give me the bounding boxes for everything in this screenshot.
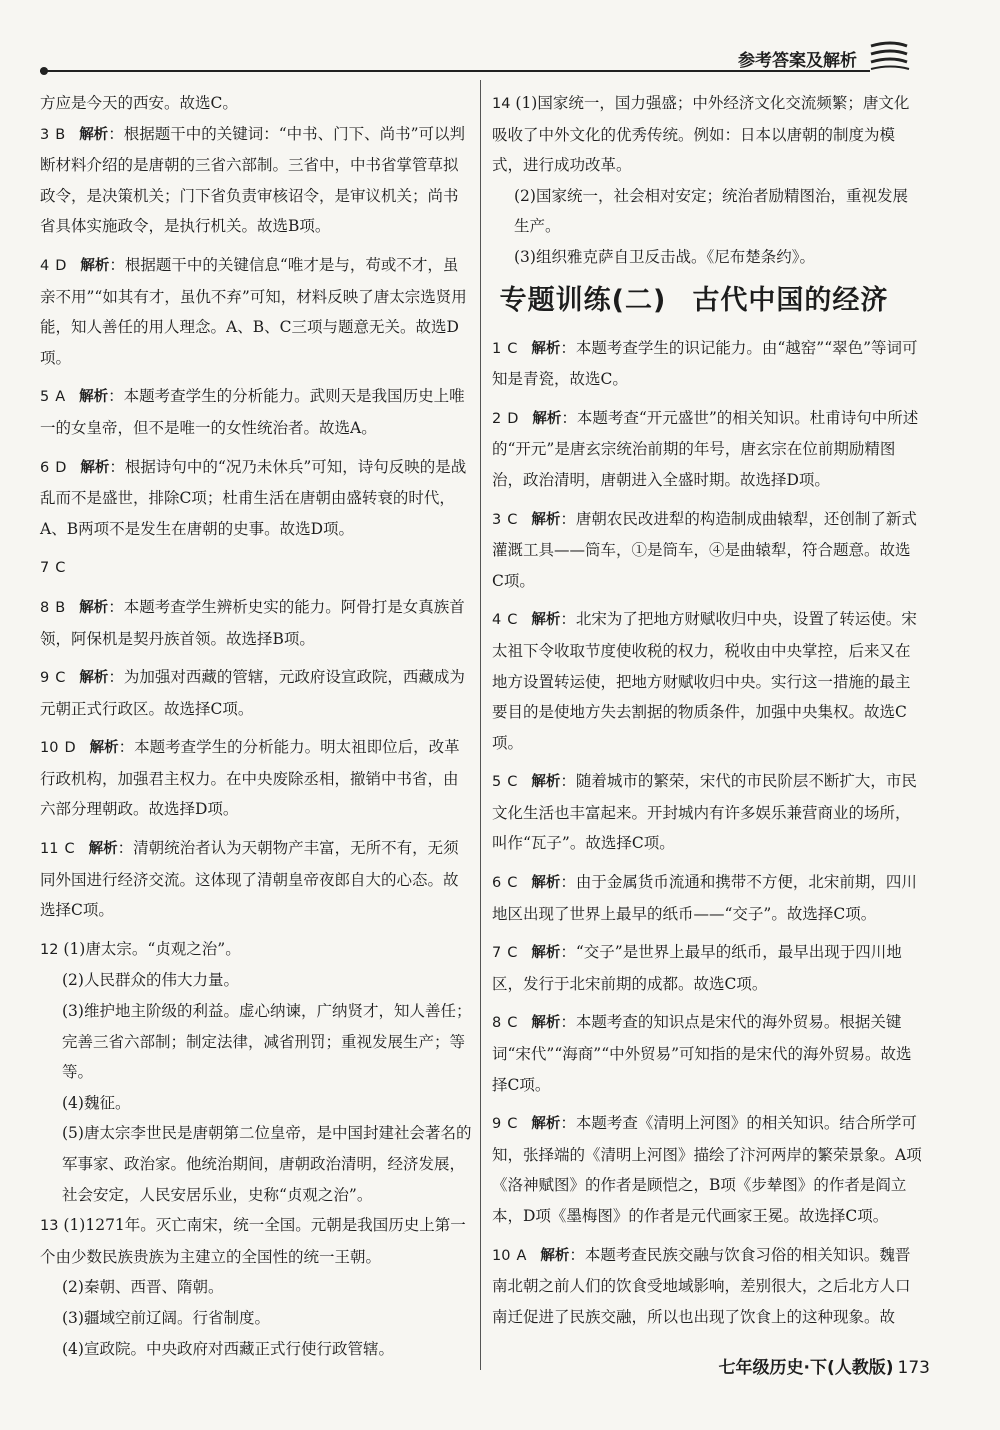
answer-number: 6 xyxy=(40,459,50,476)
analysis-text: ：本题考查民族交融与饮食习俗的相关知识。魏晋南北朝之前人们的饮食受地域影响，差别很大，之后北方人口南迁促进了民族交融，所以也出现了饮食上的这种现象。故 xyxy=(492,1245,911,1326)
analysis-label: 解析 xyxy=(532,410,562,427)
analysis-text: ：北宋为了把地方财赋收归中央，设置了转运使。宋太祖下令收取节度使收税的权力，税收由中央掌控，后来又在地方设置转运使，把地方财赋收归中央。实行这一措施的最主要目的是使地方失去割据的物质条件，加强中央集权。故选C项。 xyxy=(492,610,917,752)
analysis-text: ：“交子”是世界上最早的纸币，最早出现于四川地区，发行于北宋前期的成都。故选C项。 xyxy=(492,943,902,993)
analysis-label: 解析 xyxy=(531,1015,561,1032)
answer-8 xyxy=(40,592,472,654)
answer-letter: C xyxy=(507,1015,518,1032)
answer-number: 5 xyxy=(40,389,50,406)
section-answer-10 xyxy=(492,1240,922,1333)
answer-letter: C xyxy=(507,1116,518,1133)
page-header xyxy=(40,48,975,76)
answer-number: 2 xyxy=(492,410,502,427)
answer-number: 10 xyxy=(40,740,59,757)
header-logo-icon xyxy=(867,38,913,74)
answer-13 xyxy=(40,1210,472,1272)
answer-number: 12 xyxy=(40,941,59,958)
answer-letter: C xyxy=(507,511,518,528)
page-number: 173 xyxy=(897,1358,930,1378)
answer-part: (2)秦朝、西晋、隋朝。 xyxy=(62,1278,224,1297)
analysis-text: ：根据题干中的关键词：“中书、门下、尚书”可以判断材料介绍的是唐朝的三省六部制。三省中，中书省掌管草拟政令，是决策机关；门下省负责审核诏令，是审议机关；尚书省具体实施政令，是执行机关。故选B项。 xyxy=(40,124,466,236)
analysis-label: 解析 xyxy=(79,599,109,616)
answer-5 xyxy=(40,381,472,443)
answer-number: 8 xyxy=(492,1015,502,1032)
answer-14 xyxy=(492,88,922,181)
answer-letter: A xyxy=(55,389,66,406)
answer-12 xyxy=(40,934,472,966)
analysis-label: 解析 xyxy=(540,1247,570,1264)
answer-number: 5 xyxy=(492,774,502,791)
analysis-label: 解析 xyxy=(531,511,561,528)
analysis-label: 解析 xyxy=(531,945,561,962)
answer-number: 14 xyxy=(492,96,511,112)
answer-number: 3 xyxy=(40,126,50,143)
answer-4 xyxy=(40,250,472,373)
answer-letter: C xyxy=(55,670,66,687)
answer-number: 7 xyxy=(40,560,50,577)
section-answer-4 xyxy=(492,604,922,758)
section-answer-9 xyxy=(492,1108,922,1231)
answer-number: 4 xyxy=(40,257,50,274)
answer-number: 11 xyxy=(40,841,59,858)
answer-part: (4)宣政院。中央政府对西藏正式行使行政管辖。 xyxy=(62,1339,394,1358)
answer-number: 6 xyxy=(492,875,502,892)
analysis-label: 解析 xyxy=(531,875,561,892)
header-title: 参考答案及解析 xyxy=(738,51,857,71)
answer-letter: C xyxy=(55,560,66,577)
section-answer-1 xyxy=(492,333,922,395)
section-answer-3 xyxy=(492,504,922,597)
right-column xyxy=(492,88,922,1332)
answer-letter: D xyxy=(55,257,67,274)
section-title-part2: 古代中国的经济 xyxy=(692,284,889,316)
answer-part: (4)魏征。 xyxy=(62,1093,131,1112)
answer-letter: C xyxy=(64,841,75,858)
answer-9 xyxy=(40,662,472,724)
section-answer-8 xyxy=(492,1007,922,1100)
answer-number: 3 xyxy=(492,511,502,528)
answer-number: 9 xyxy=(492,1116,502,1133)
analysis-text: ：根据题干中的关键信息“唯才是与，苟或不才，虽亲不用”“如其有才，虽仇不弃”可知，材料反映了唐太宗选贤用能，知人善任的用人理念。A、B、C三项与题意无关。故选D项。 xyxy=(40,255,467,367)
section-answer-6 xyxy=(492,867,922,929)
analysis-text: ：本题考查“开元盛世”的相关知识。杜甫诗句中所述的“开元”是唐玄宗统治前期的年号，唐玄宗在位前期励精图治，政治清明，唐朝进入全盛时期。故选择D项。 xyxy=(492,408,919,489)
analysis-label: 解析 xyxy=(79,126,109,143)
answer-part: (2)人民群众的伟大力量。 xyxy=(62,971,239,990)
continued-text: 方应是今天的西安。故选C。 xyxy=(40,94,238,112)
analysis-label: 解析 xyxy=(531,340,561,357)
analysis-label: 解析 xyxy=(79,389,109,406)
answer-number: 9 xyxy=(40,670,50,687)
analysis-label: 解析 xyxy=(79,670,109,687)
section-title-part1: 专题训练(二) xyxy=(499,284,667,316)
answer-letter: D xyxy=(64,740,76,757)
answer-7 xyxy=(40,552,472,584)
answer-number: 13 xyxy=(40,1218,59,1235)
analysis-text: ：随着城市的繁荣，宋代的市民阶层不断扩大，市民文化生活也丰富起来。开封城内有许多娱乐兼营商业的场所，叫作“瓦子”。故选择C项。 xyxy=(492,772,917,853)
answer-part: (3)维护地主阶级的利益。虚心纳谏，广纳贤才，知人善任；完善三省六部制；制定法律，减省刑罚；重视发展生产；等等。 xyxy=(62,1002,472,1082)
page-footer xyxy=(719,1353,930,1378)
analysis-text: ：为加强对西藏的管辖，元政府设宣政院，西藏成为元朝正式行政区。故选择C项。 xyxy=(40,668,465,718)
analysis-text: ：由于金属货币流通和携带不方便，北宋前期，四川地区出现了世界上最早的纸币——“交子”。故选择C项。 xyxy=(492,873,917,923)
analysis-text: ：根据诗句中的“况乃未休兵”可知，诗句反映的是战乱而不是盛世，排除C项；杜甫生活在唐朝由盛转衰的时代，A、B两项不是发生在唐朝的史事。故选D项。 xyxy=(40,457,467,538)
column-divider xyxy=(480,80,481,1370)
answer-letter: C xyxy=(507,774,518,791)
answer-11 xyxy=(40,833,472,926)
analysis-text: ：本题考查学生的分析能力。武则天是我国历史上唯一的女皇帝，但不是唯一的女性统治者。故选A。 xyxy=(40,387,465,437)
answer-part: (2)国家统一，社会相对安定；统治者励精图治，重视发展生产。 xyxy=(514,186,908,236)
analysis-label: 解析 xyxy=(80,257,110,274)
answer-letter: C xyxy=(507,340,518,357)
section-answer-5 xyxy=(492,766,922,859)
header-dot xyxy=(40,67,48,75)
section-answer-2 xyxy=(492,403,922,496)
section-answer-7 xyxy=(492,937,922,999)
answer-part: (3)组织雅克萨自卫反击战。《尼布楚条约》。 xyxy=(514,247,815,266)
answer-letter: C xyxy=(507,945,518,962)
answer-number: 8 xyxy=(40,599,50,616)
answer-10 xyxy=(40,732,472,825)
analysis-label: 解析 xyxy=(531,612,561,629)
answer-3 xyxy=(40,119,472,242)
answer-letter: D xyxy=(55,459,67,476)
answer-letter: D xyxy=(507,410,519,427)
answer-number: 7 xyxy=(492,945,502,962)
analysis-text: ：本题考查的知识点是宋代的海外贸易。根据关键词“宋代”“海商”“中外贸易”可知指的是宋代的海外贸易。故选择C项。 xyxy=(492,1013,912,1094)
analysis-text: ：本题考查学生的识记能力。由“越窑”“翠色”等词可知是青瓷，故选C。 xyxy=(492,338,918,389)
answer-number: 1 xyxy=(492,340,502,357)
answer-part: (3)疆域空前辽阔。行省制度。 xyxy=(62,1308,270,1327)
answer-letter: B xyxy=(55,126,66,143)
answer-part: (1)国家统一，国力强盛；中外经济文化交流频繁；唐文化吸收了中外文化的优秀传统。例如：日本以唐朝的制度为模式，进行成功改革。 xyxy=(492,94,910,175)
analysis-label: 解析 xyxy=(89,740,119,757)
answer-letter: B xyxy=(55,599,66,616)
answer-number: 4 xyxy=(492,612,502,629)
left-column xyxy=(40,88,472,1364)
answer-part: (1)唐太宗。“贞观之治”。 xyxy=(63,939,241,958)
answer-part: (5)唐太宗李世民是唐朝第二位皇帝，是中国封建社会著名的军事家、政治家。他统治期间，唐朝政治清明，经济发展，社会安定，人民安居乐业，史称“贞观之治”。 xyxy=(62,1124,472,1204)
analysis-label: 解析 xyxy=(80,459,110,476)
section-title xyxy=(492,281,922,321)
footer-book-title: 七年级历史·下(人教版) xyxy=(718,1358,894,1378)
analysis-text: ：清朝统治者认为天朝物产丰富，无所不有，无须同外国进行经济交流。这体现了清朝皇帝夜郎自大的心态。故选择C项。 xyxy=(40,839,459,920)
analysis-label: 解析 xyxy=(531,774,561,791)
analysis-label: 解析 xyxy=(531,1116,561,1133)
answer-letter: C xyxy=(507,875,518,892)
answer-part: (1)1271年。灭亡南宋，统一全国。元朝是我国历史上第一个由少数民族贵族为主建立的全国性的统一王朝。 xyxy=(40,1216,466,1266)
analysis-label: 解析 xyxy=(88,841,118,858)
analysis-text: ：本题考查学生的分析能力。明太祖即位后，改革行政机构，加强君主权力。在中央废除丞相，撤销中书省，由六部分理朝政。故选择D项。 xyxy=(40,738,460,819)
analysis-text: ：本题考查学生辨析史实的能力。阿骨打是女真族首领，阿保机是契丹族首领。故选择B项。 xyxy=(40,597,465,648)
answer-letter: A xyxy=(516,1247,527,1264)
answer-letter: C xyxy=(507,612,518,629)
answer-6 xyxy=(40,452,472,545)
answer-number: 10 xyxy=(492,1247,511,1264)
analysis-text: ：唐朝农民改进犁的构造制成曲辕犁，还创制了新式灌溉工具——筒车，①是筒车，④是曲辕犁，符合题意。故选C项。 xyxy=(492,509,917,590)
analysis-text: ：本题考查《清明上河图》的相关知识。结合所学可知，张择端的《清明上河图》描绘了汴河两岸的繁荣景象。A项《洛神赋图》的作者是顾恺之，B项《步辇图》的作者是阎立本，D项《墨梅图》的作者是元代画家王冕。故选择C项。 xyxy=(492,1114,922,1225)
